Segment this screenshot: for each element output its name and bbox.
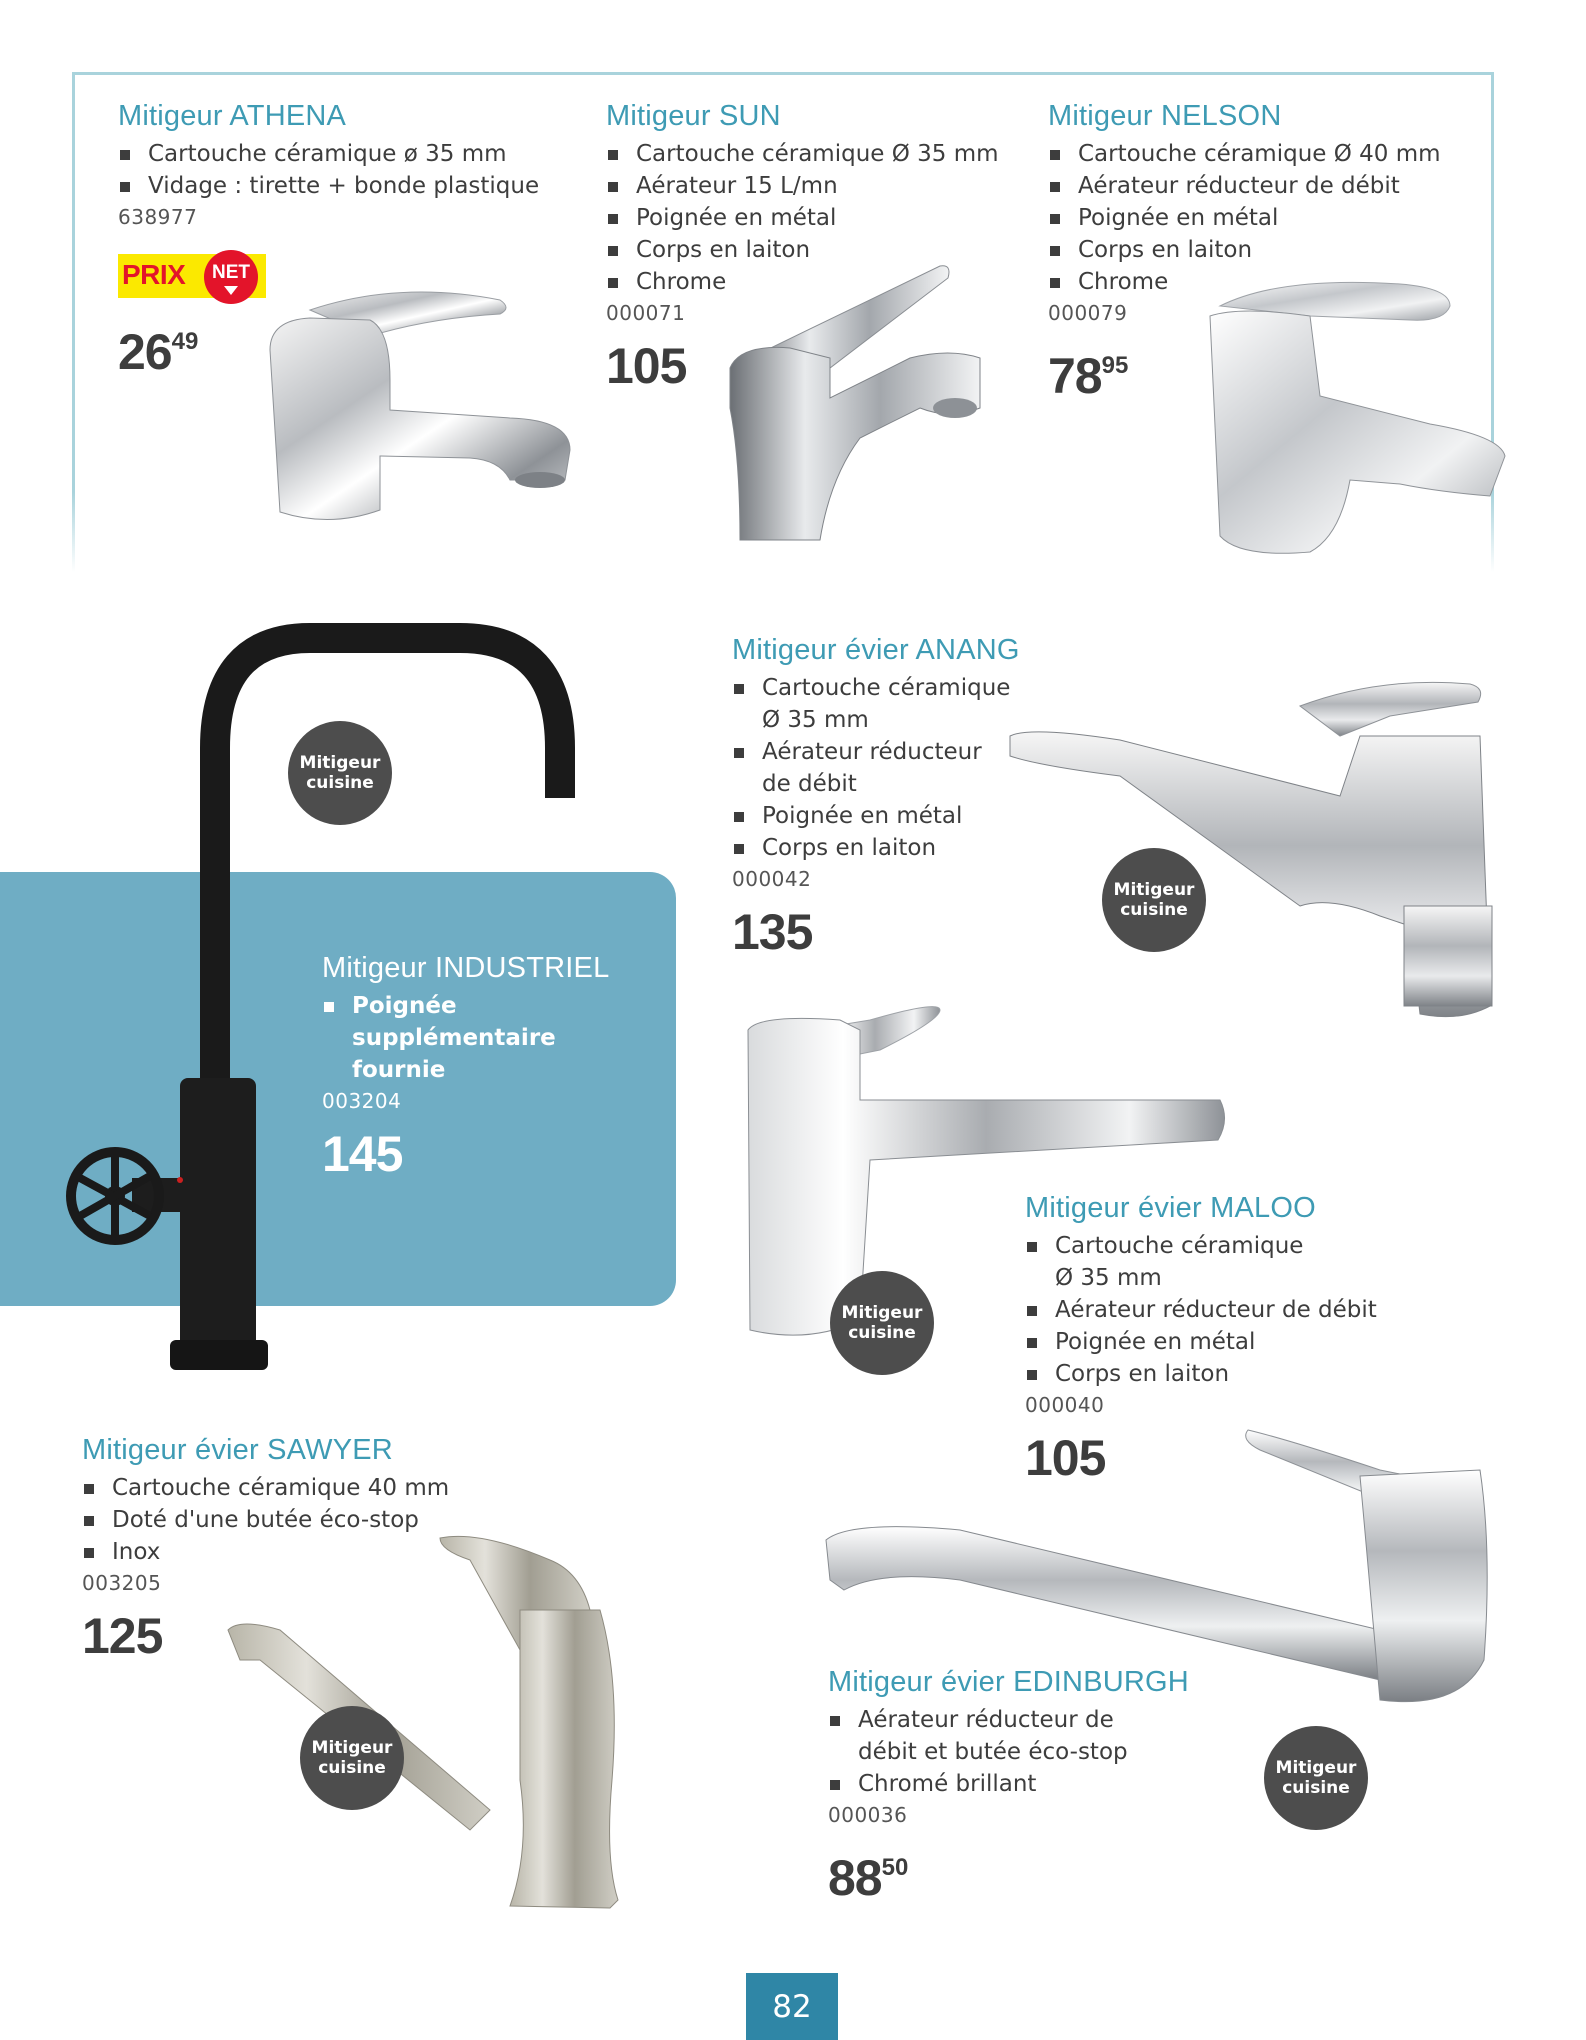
net-label: NET xyxy=(204,250,258,304)
feature-item: Corps en laiton xyxy=(606,234,999,266)
feature-item: Inox xyxy=(82,1536,449,1568)
product-price: 145 xyxy=(322,1126,403,1182)
product-price: $78^{95}$ xyxy=(1048,348,1129,404)
faucet-sawyer-image xyxy=(220,1530,720,1910)
product-edinburgh xyxy=(828,1664,1189,1908)
product-price: 125 xyxy=(82,1608,163,1664)
feature-item: Poignée xyxy=(322,990,609,1022)
product-price: 105 xyxy=(606,338,687,394)
product-price: 135 xyxy=(732,904,813,960)
feature-item: Chromé brillant xyxy=(828,1768,1189,1800)
badge-mitigeur-cuisine: Mitigeur cuisine xyxy=(1264,1726,1368,1830)
product-price: $88^{50}$ xyxy=(828,1850,909,1906)
faucet-nelson-image xyxy=(1200,276,1512,556)
feature-item: Poignée en métal xyxy=(732,800,1020,832)
product-anang xyxy=(732,632,1020,962)
product-ref: 000036 xyxy=(828,1803,908,1827)
badge-mitigeur-cuisine: Mitigeur cuisine xyxy=(288,721,392,825)
feature-list xyxy=(1048,138,1441,298)
feature-item: Ø 35 mm xyxy=(1055,1265,1162,1291)
product-title: Mitigeur évier SAWYER xyxy=(82,1434,393,1466)
feature-item: Corps en laiton xyxy=(732,832,1020,864)
feature-item: Aérateur réducteur de débit xyxy=(1025,1294,1377,1326)
down-arrow-icon xyxy=(224,286,238,295)
product-title: Mitigeur SUN xyxy=(606,100,781,132)
feature-list xyxy=(322,990,609,1086)
page-number: 82 xyxy=(746,1973,838,2040)
feature-item: Cartouche céramique xyxy=(732,672,1020,704)
product-title: Mitigeur évier ANANG xyxy=(732,634,1020,666)
faucet-anang-image xyxy=(1000,676,1510,1032)
feature-item: Aérateur réducteur de débit xyxy=(1048,170,1441,202)
feature-item: Doté d'une butée éco-stop xyxy=(82,1504,449,1536)
feature-item: de débit xyxy=(762,771,857,797)
product-ref: 000071 xyxy=(606,301,686,325)
prix-label: PRIX xyxy=(122,259,186,290)
feature-item: Chrome xyxy=(1048,266,1441,298)
feature-item: débit et butée éco-stop xyxy=(858,1739,1128,1765)
product-athena xyxy=(118,98,539,232)
product-ref: 638977 xyxy=(118,205,198,229)
feature-list xyxy=(828,1704,1189,1800)
feature-item: Aérateur 15 L/mn xyxy=(606,170,999,202)
product-ref: 003204 xyxy=(322,1089,402,1113)
product-ref: 000042 xyxy=(732,867,812,891)
product-price: $26^{49}$ xyxy=(118,324,199,380)
badge-mitigeur-cuisine: Mitigeur cuisine xyxy=(300,1706,404,1810)
feature-item: Cartouche céramique 40 mm xyxy=(82,1472,449,1504)
feature-item: Cartouche céramique Ø 35 mm xyxy=(606,138,999,170)
product-title: Mitigeur évier MALOO xyxy=(1025,1192,1316,1224)
feature-item: Corps en laiton xyxy=(1025,1358,1377,1390)
feature-list xyxy=(118,138,539,202)
feature-item: Vidage : tirette + bonde plastique xyxy=(118,170,539,202)
feature-item: Aérateur réducteur xyxy=(732,736,1020,768)
feature-item: Ø 35 mm xyxy=(762,707,869,733)
product-industriel xyxy=(322,950,609,1184)
product-title: Mitigeur ATHENA xyxy=(118,100,347,132)
prix-net-badge xyxy=(118,250,268,302)
product-price: 105 xyxy=(1025,1430,1106,1486)
product-ref: 000079 xyxy=(1048,301,1128,325)
badge-mitigeur-cuisine: Mitigeur cuisine xyxy=(830,1271,934,1375)
product-title: Mitigeur INDUSTRIEL xyxy=(322,952,610,984)
feature-item: Aérateur réducteur de xyxy=(828,1704,1189,1736)
feature-item: Cartouche céramique ø 35 mm xyxy=(118,138,539,170)
feature-item: Chrome xyxy=(606,266,999,298)
feature-item: Cartouche céramique xyxy=(1025,1230,1377,1262)
feature-item: Poignée en métal xyxy=(1048,202,1441,234)
product-ref: 003205 xyxy=(82,1571,162,1595)
product-ref: 000040 xyxy=(1025,1393,1105,1417)
feature-item: Corps en laiton xyxy=(1048,234,1441,266)
faucet-sun-image xyxy=(710,258,990,540)
feature-list xyxy=(1025,1230,1377,1390)
feature-item: Poignée en métal xyxy=(1025,1326,1377,1358)
feature-list xyxy=(732,672,1020,864)
product-title: Mitigeur évier EDINBURGH xyxy=(828,1666,1189,1698)
feature-item: Poignée en métal xyxy=(606,202,999,234)
product-title: Mitigeur NELSON xyxy=(1048,100,1282,132)
feature-item: supplémentaire xyxy=(352,1025,556,1051)
feature-item: Cartouche céramique Ø 40 mm xyxy=(1048,138,1441,170)
badge-mitigeur-cuisine: Mitigeur cuisine xyxy=(1102,848,1206,952)
faucet-athena-image xyxy=(250,280,590,530)
feature-item: fournie xyxy=(352,1057,446,1083)
